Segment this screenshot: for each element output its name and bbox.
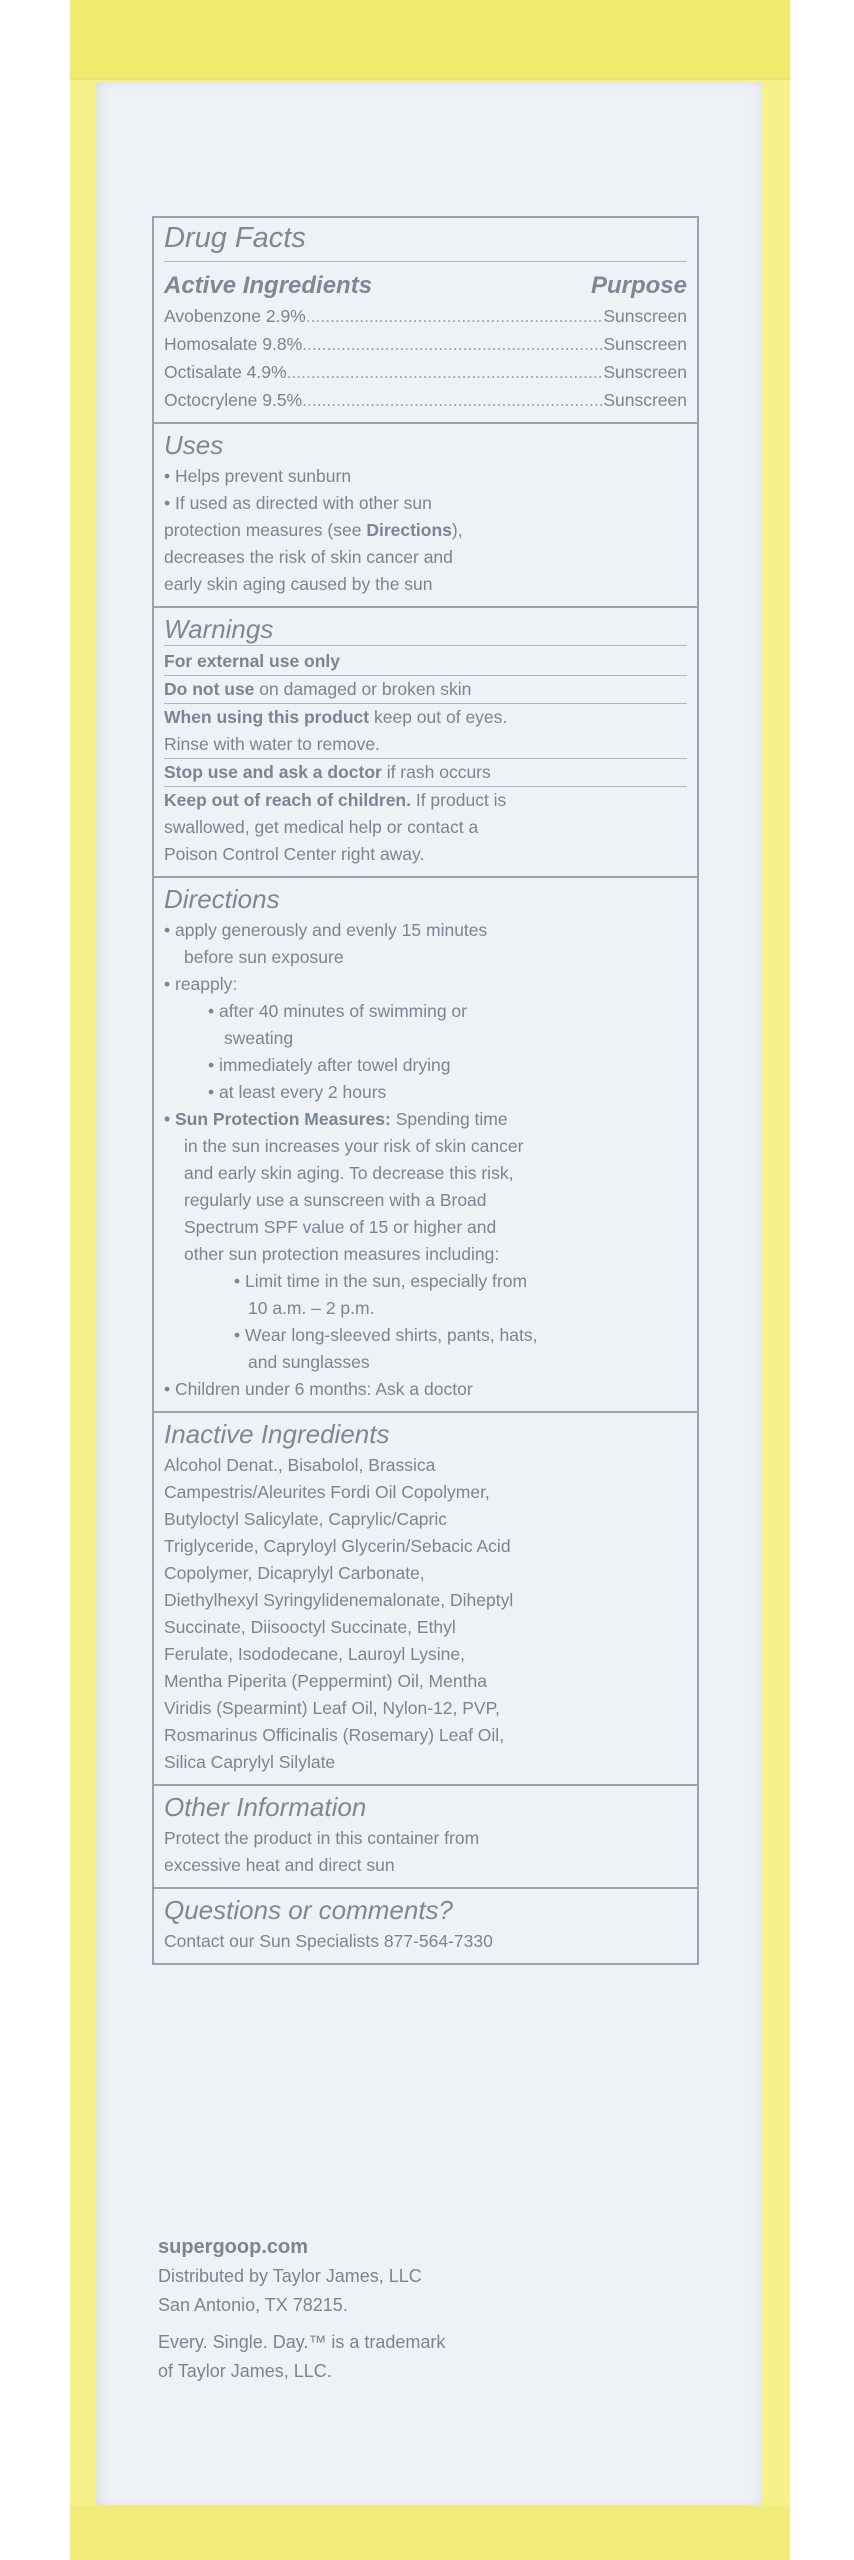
distributor-line: Distributed by Taylor James, LLC [158,2266,422,2286]
inactive-line: Alcohol Denat., Bisabolol, Brassica [164,1455,436,1475]
ingredient-name: Octocrylene 9.5% [164,390,303,410]
active-ingredient-row [164,302,687,330]
uses-line: • If used as directed with other sun [164,493,432,513]
drug-facts-title: Drug Facts [164,222,687,262]
trademark-line: Every. Single. Day.™ is a trademark [158,2332,446,2352]
directions-line: • Children under 6 months: Ask a doctor [164,1379,473,1399]
inactive-line: Ferulate, Isododecane, Lauroyl Lysine, [164,1644,465,1664]
inactive-line: Campestris/Aleurites Fordi Oil Copolymer, [164,1482,490,1502]
directions-line: and sunglasses [248,1352,370,1372]
when-using-line: When using this product keep out of eyes. [164,707,508,727]
other-line: excessive heat and direct sun [164,1855,395,1875]
active-ingredient-row [164,358,687,386]
directions-line: Spectrum SPF value of 15 or higher and [184,1217,497,1237]
directions-line: before sun exposure [184,947,344,967]
directions-line: sweating [224,1028,294,1048]
purpose-heading: Purpose [590,272,687,299]
footer [158,2233,678,2386]
directions-line: • apply generously and evenly 15 minutes [164,920,488,940]
other-information-section [154,1786,697,1889]
box-top-flap [70,0,790,80]
ingredient-purpose: Sunscreen [603,362,687,382]
directions-line: in the sun increases your risk of skin cancer [184,1136,524,1156]
poison-line: Poison Control Center right away. [164,844,425,864]
directions-line: • Wear long-sleeved shirts, pants, hats, [234,1325,538,1345]
inactive-line: Viridis (Spearmint) Leaf Oil, Nylon-12, PVP, [164,1698,500,1718]
sun-protection-line: • Sun Protection Measures: Spending time [164,1109,508,1129]
uses-line: protection measures (see Directions), [164,520,463,540]
directions-line: • after 40 minutes of swimming or [208,1001,467,1021]
active-ingredient-row [164,330,687,358]
uses-heading: Uses [164,430,224,460]
active-ingredient-row [164,386,687,414]
questions-section [154,1889,697,1963]
do-not-use-line: Do not use on damaged or broken skin [164,676,687,704]
warnings-heading: Warnings [164,614,687,646]
brand-website: supergoop.com [158,2236,309,2258]
drug-facts-box [152,216,699,1965]
stop-use-line: Stop use and ask a doctor if rash occurs [164,759,687,787]
directions-section [154,878,697,1413]
other-line: Protect the product in this container from [164,1828,480,1848]
questions-heading: Questions or comments? [164,1895,454,1925]
uses-section [154,424,697,608]
directions-line: and early skin aging. To decrease this risk, [184,1163,514,1183]
inactive-line: Succinate, Diisooctyl Succinate, Ethyl [164,1617,456,1637]
box-bottom-edge [70,2505,790,2560]
questions-line: Contact our Sun Specialists 877-564-7330 [164,1931,493,1951]
keep-out-line: Keep out of reach of children. If product is [164,790,507,810]
directions-line: regularly use a sunscreen with a Broad [184,1190,487,1210]
directions-line: • immediately after towel drying [208,1055,451,1075]
directions-line: • reapply: [164,974,238,994]
ingredient-purpose: Sunscreen [603,390,687,410]
ingredient-purpose: Sunscreen [603,334,687,354]
directions-line: • at least every 2 hours [208,1082,387,1102]
ingredient-purpose: Sunscreen [603,306,687,326]
address-line: San Antonio, TX 78215. [158,2295,348,2315]
inactive-line: Diethylhexyl Syringylidenemalonate, Diheptyl [164,1590,514,1610]
uses-line: early skin aging caused by the sun [164,574,433,594]
active-ingredients-heading: Active Ingredients [164,272,373,299]
inactive-ingredients-section [154,1413,697,1786]
other-information-heading: Other Information [164,1792,367,1822]
warnings-section [154,608,697,878]
rinse-line: Rinse with water to remove. [164,731,687,759]
uses-line: decreases the risk of skin cancer and [164,547,453,567]
directions-heading: Directions [164,884,280,914]
uses-line: • Helps prevent sunburn [164,466,352,486]
inactive-line: Mentha Piperita (Peppermint) Oil, Mentha [164,1671,487,1691]
ingredient-name: Octisalate 4.9% [164,362,287,382]
external-use-line: For external use only [164,648,687,676]
ingredient-name: Avobenzone 2.9% [164,306,306,326]
active-ingredients-header [164,270,687,302]
ingredient-name: Homosalate 9.8% [164,334,303,354]
trademark-line: of Taylor James, LLC. [158,2361,332,2381]
inactive-line: Triglyceride, Capryloyl Glycerin/Sebacic Acid [164,1536,511,1556]
inactive-line: Silica Caprylyl Silylate [164,1752,336,1772]
directions-line: • Limit time in the sun, especially from [234,1271,528,1291]
swallow-line: swallowed, get medical help or contact a [164,817,479,837]
inactive-ingredients-heading: Inactive Ingredients [164,1419,390,1449]
inactive-line: Rosmarinus Officinalis (Rosemary) Leaf Oil, [164,1725,505,1745]
inactive-line: Butyloctyl Salicylate, Caprylic/Capric [164,1509,448,1529]
directions-line: 10 a.m. – 2 p.m. [248,1298,375,1318]
active-ingredients-section [154,218,697,424]
active-ingredient-list [164,302,687,414]
inactive-line: Copolymer, Dicaprylyl Carbonate, [164,1563,425,1583]
directions-line: other sun protection measures including: [184,1244,500,1264]
